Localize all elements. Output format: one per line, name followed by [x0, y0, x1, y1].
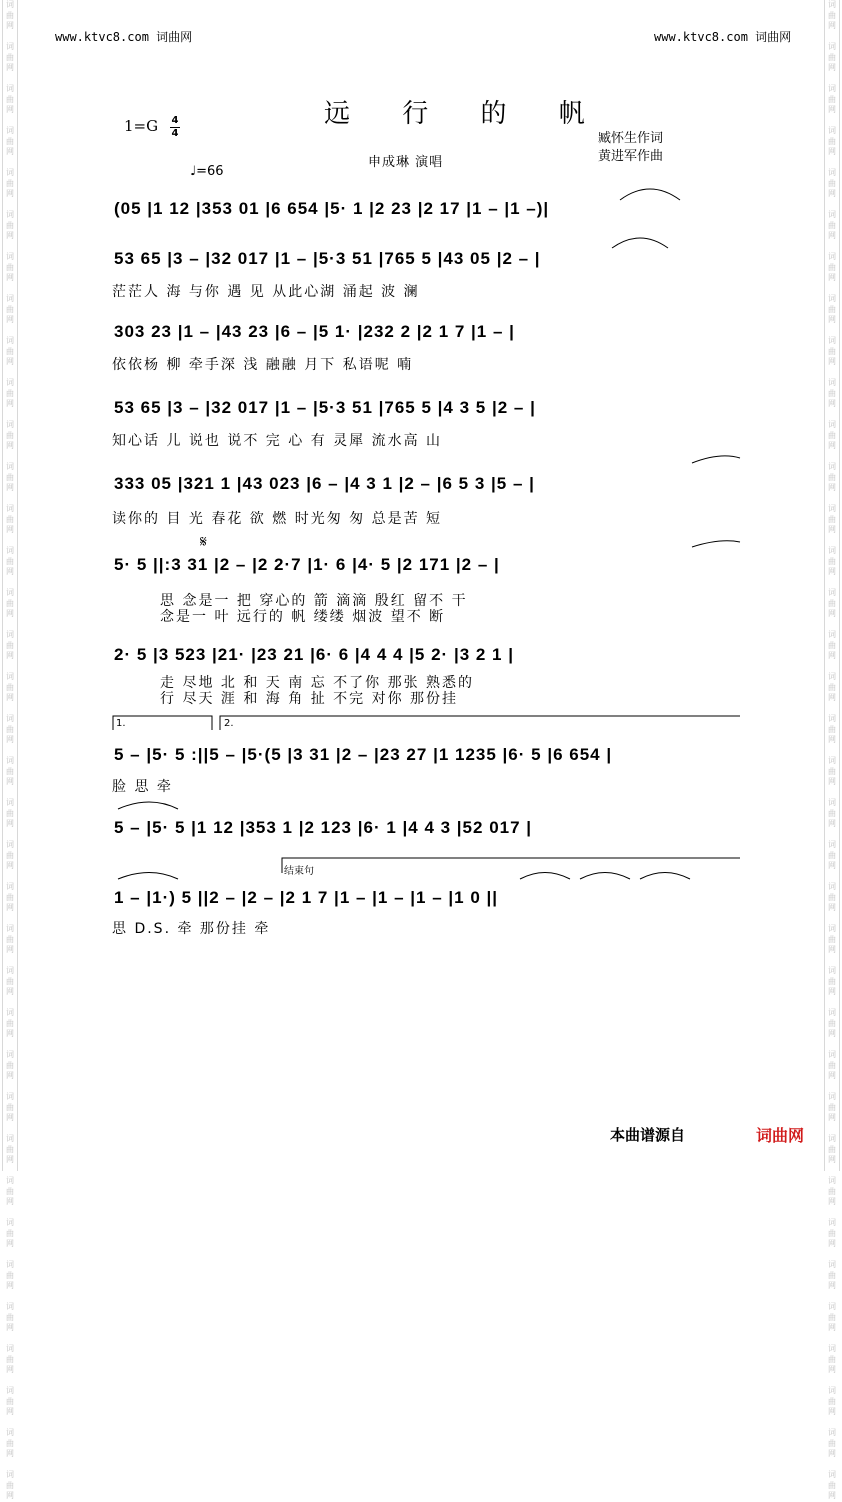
notation-row: 53 65 |3 – |32 017 |1 – |5·3 51 |765 5 |43 05 |2 – | — [114, 249, 541, 268]
segno-mark: 𝄋 — [200, 532, 207, 551]
volta-2-bracket — [220, 716, 740, 730]
notation-row: 5 – |5· 5 :||5 – |5·(5 |3 31 |2 – |23 27 |1 1235 |6· 5 |6 654 | — [114, 745, 613, 764]
notation-row: 5 – |5· 5 |1 12 |353 1 |2 123 |6· 1 |4 4 3 |52 017 | — [114, 818, 533, 837]
time-numerator: 4 — [171, 115, 179, 126]
lyric-line: 知心话 儿 说也 说不 完 心 有 灵犀 流水高 山 — [112, 433, 443, 449]
slur — [640, 873, 690, 880]
lyric-line: 脸 思 牵 — [112, 779, 173, 795]
time-denominator: 4 — [171, 128, 179, 139]
header-url-right[interactable]: www.ktvc8.com 词曲网 — [654, 30, 792, 44]
notation-row: (05 |1 12 |353 01 |6 654 |5· 1 |2 23 |2 17 |1 – |1 –)| — [114, 199, 550, 218]
slur — [692, 541, 740, 547]
coda-label: 结束句 — [284, 866, 314, 877]
lyric-line: 走 尽地 北 和 天 南 忘 不了你 那张 熟悉的 — [160, 675, 475, 691]
performer-credit: 申成琳 演唱 — [368, 155, 444, 170]
song-title: 远 行 的 帆 — [324, 99, 607, 129]
coda-bracket — [282, 858, 740, 873]
right-watermark-strip: 词 曲 网 词 曲 网 词 曲 网 词 曲 网 词 曲 网 词 曲 网 词 曲 网 词 曲 网 词 曲 网 词 曲 网 词 曲 网 词 曲 网 词 曲 网 词 曲 网 词 曲 网 词 曲 网 词 曲 网 词 曲 网 词 曲 网 词 曲 网 词 曲 网 词 曲 网 词 曲 网 词 曲 网 词 曲 网 词 曲 网 词 曲 网 词 曲 网 词 曲 网 词 曲 网 词 曲 网 词 曲 网 词 曲 网 词 曲 网 词 曲 网 词 曲 网 — [824, 0, 840, 1171]
left-watermark-strip: 词 曲 网 词 曲 网 词 曲 网 词 曲 网 词 曲 网 词 曲 网 词 曲 网 词 曲 网 词 曲 网 词 曲 网 词 曲 网 词 曲 网 词 曲 网 词 曲 网 词 曲 网 词 曲 网 词 曲 网 词 曲 网 词 曲 网 词 曲 网 词 曲 网 词 曲 网 词 曲 网 词 曲 网 词 曲 网 词 曲 网 词 曲 网 词 曲 网 词 曲 网 词 曲 网 词 曲 网 词 曲 网 词 曲 网 词 曲 网 词 曲 网 词 曲 网 — [2, 0, 18, 1171]
notation-row: 5· 5 ||:3 31 |2 – |2 2·7 |1· 6 |4· 5 |2 171 |2 – | — [114, 555, 500, 574]
lyric-line-verse-2: 念是一 叶 远行的 帆 缕缕 烟波 望不 断 — [160, 609, 446, 625]
tempo-mark: ♩=66 — [190, 164, 224, 179]
volta-2-label: 2. — [224, 718, 234, 729]
notation-row: 53 65 |3 – |32 017 |1 – |5·3 51 |765 5 |4 3 5 |2 – | — [114, 398, 536, 417]
lyric-line-verse-2: 行 尽天 涯 和 海 角 扯 不完 对你 那份挂 — [160, 691, 459, 707]
lyric-line: 思 念是一 把 穿心的 箭 滴滴 殷红 留不 干 — [160, 593, 468, 609]
slur — [580, 873, 630, 880]
notation-row: 333 05 |321 1 |43 023 |6 – |4 3 1 |2 – |6 5 3 |5 – | — [114, 474, 535, 493]
slur — [520, 873, 570, 880]
notation-row: 303 23 |1 – |43 23 |6 – |5 1· |232 2 |2 1 7 |1 – | — [114, 322, 515, 341]
lyric-line: 依依杨 柳 牵手深 浅 融融 月下 私语呢 喃 — [112, 357, 414, 373]
slur — [692, 456, 740, 463]
lyric-line: 思 D.S. 牵 那份挂 牵 — [112, 921, 271, 937]
composer-credit: 黄进军作曲 — [598, 149, 664, 164]
notation-row: 2· 5 |3 523 |21· |23 21 |6· 6 |4 4 4 |5 2· |3 2 1 | — [114, 645, 514, 664]
volta-1-label: 1. — [116, 718, 126, 729]
slur — [612, 238, 668, 248]
lyric-line: 读你的 目 光 春花 欲 燃 时光匆 匆 总是苦 短 — [112, 511, 443, 527]
footer-brand-link[interactable]: 词曲网 — [756, 1126, 805, 1145]
key-signature: 1=G — [124, 117, 159, 135]
lyric-line: 茫茫人 海 与你 遇 见 从此心湖 涌起 波 澜 — [112, 284, 420, 300]
lyricist-credit: 臧怀生作词 — [598, 131, 664, 146]
slur — [620, 189, 680, 200]
slur — [118, 802, 178, 809]
slur — [118, 873, 178, 880]
header-url-left[interactable]: www.ktvc8.com 词曲网 — [55, 30, 193, 44]
notation-row: 1 – |1·) 5 ||2 – |2 – |2 1 7 |1 – |1 – |1 – |1 0 || — [114, 888, 499, 907]
footer-source-text: 本曲谱源自 — [610, 1126, 686, 1144]
volta-1-bracket — [113, 716, 212, 730]
